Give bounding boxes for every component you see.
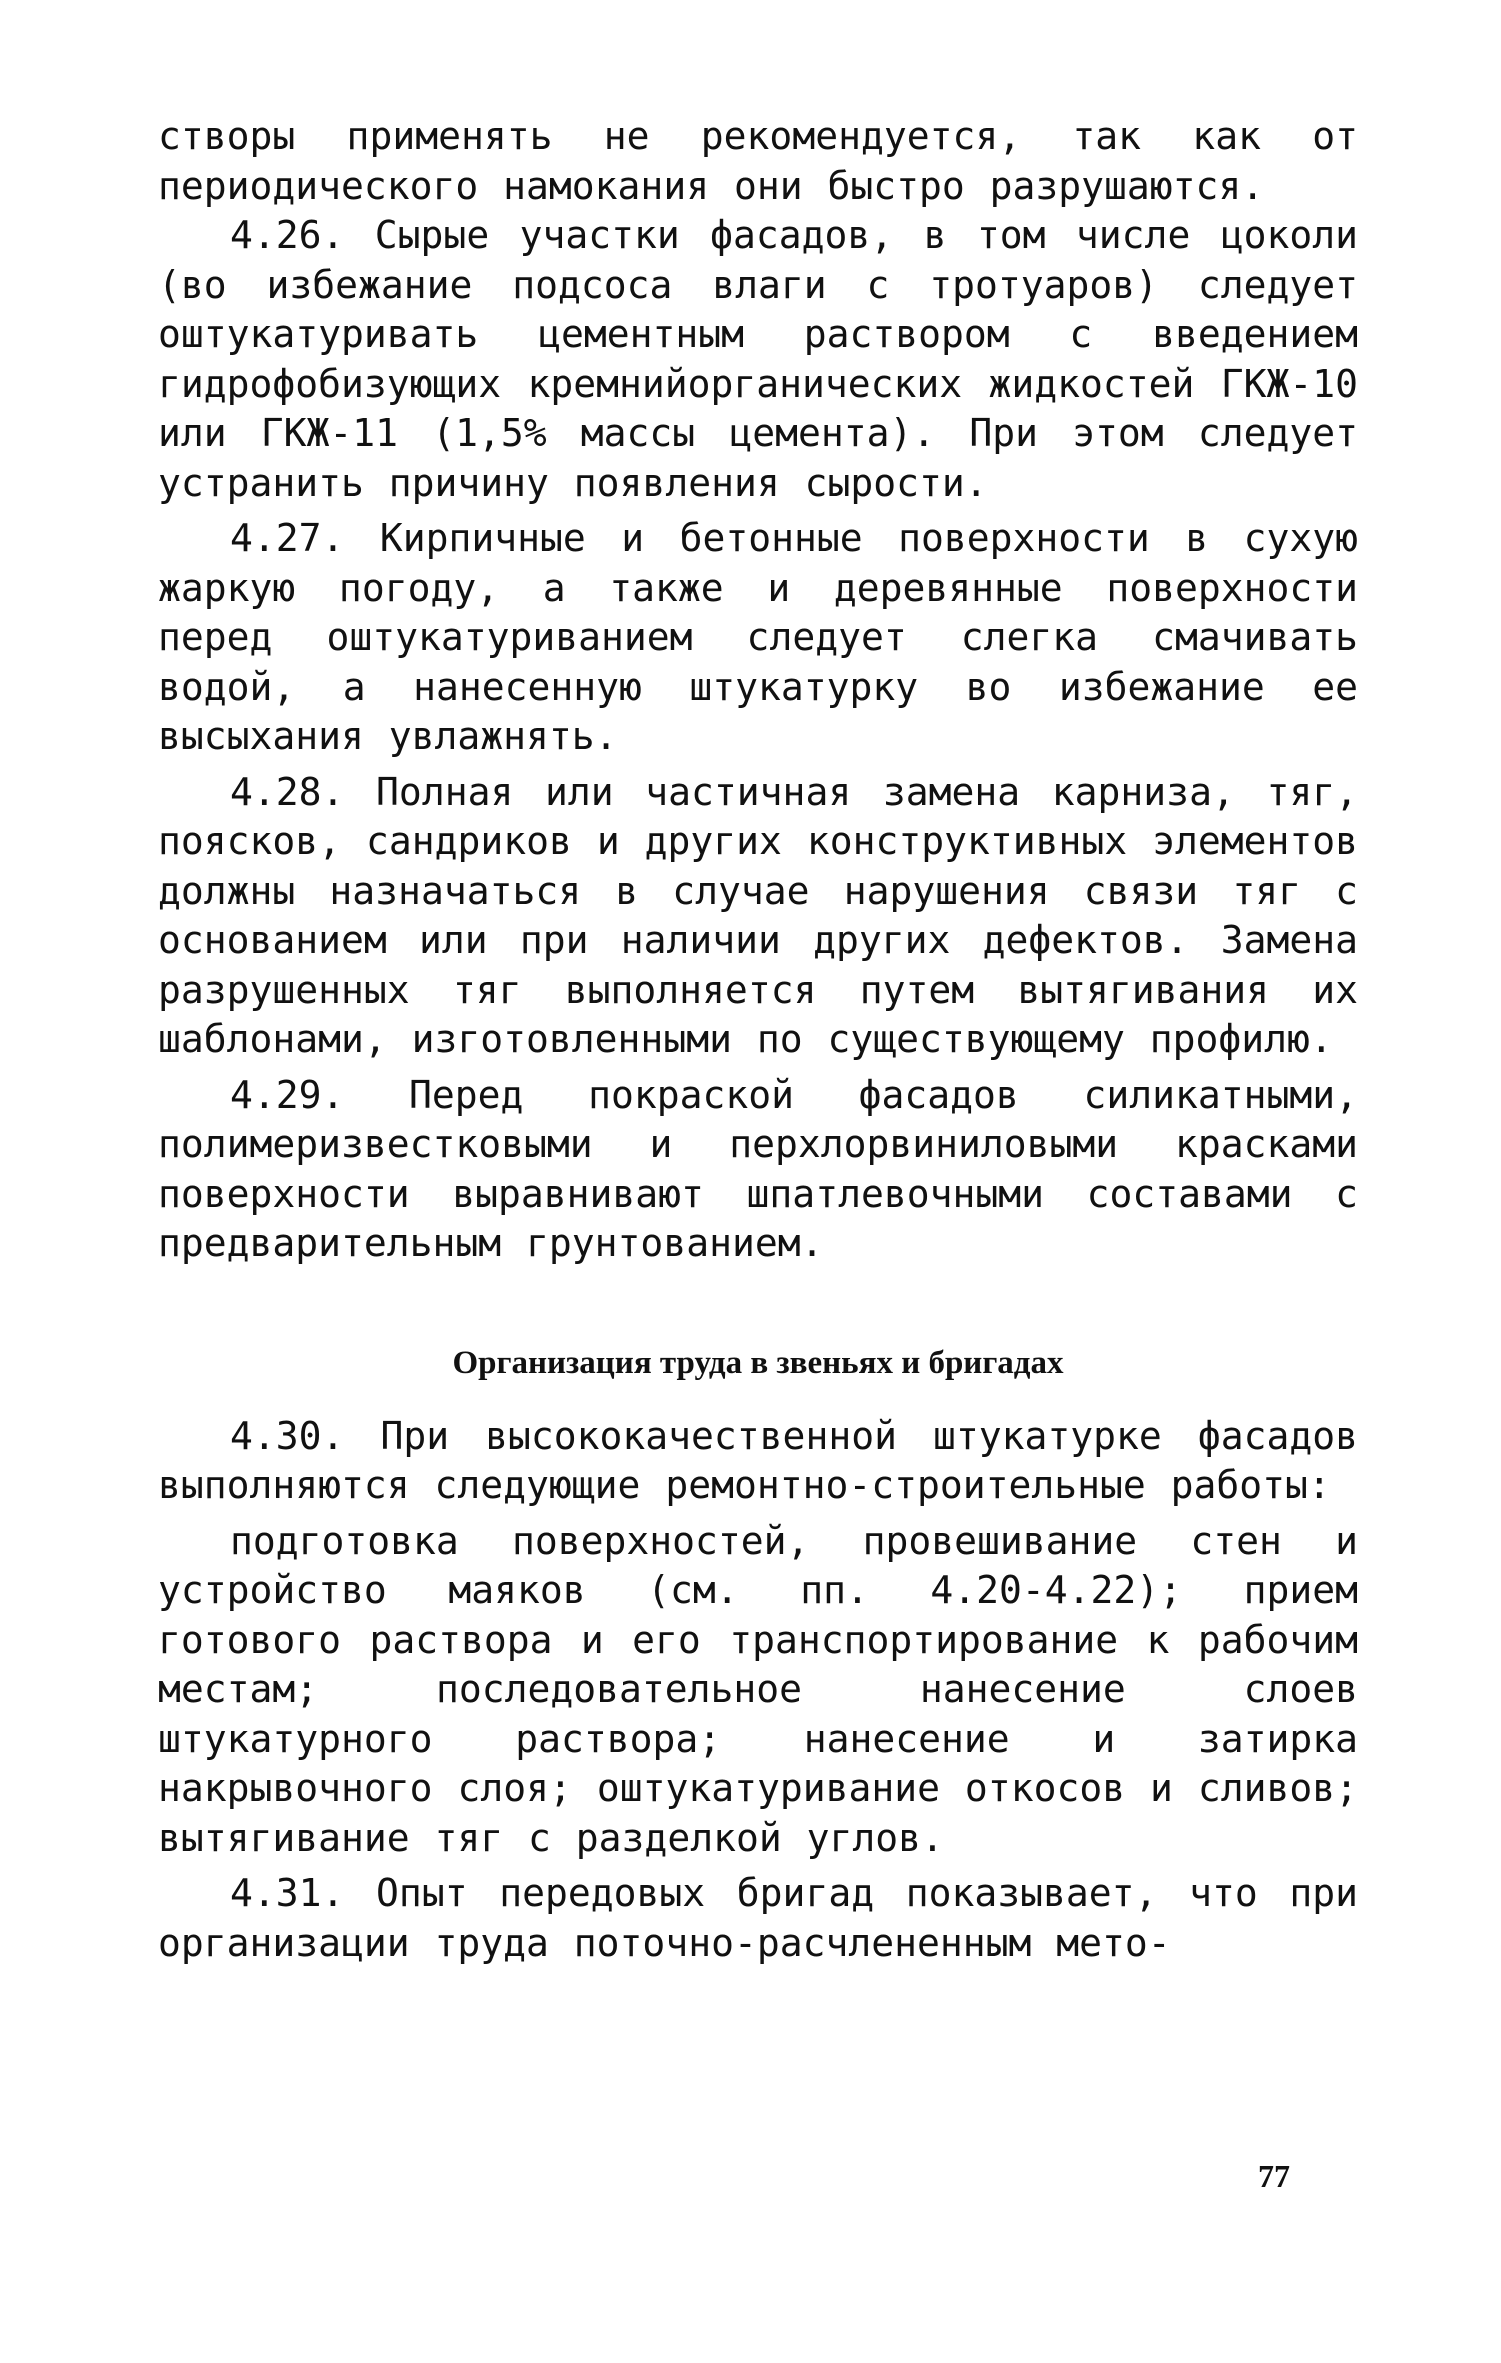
- section-heading: Организация труда в звеньях и бригадах: [452, 1344, 1064, 1381]
- paragraph-4-27: 4.27. Кирпичные и бетонные поверхности в сухую жаркую погоду, а также и деревянные поверхности перед оштукатуриванием следует слегка смачивать водой, а нанесенную штукатурку во избежание ее высыхания увлажнять.: [158, 516, 1358, 758]
- page-number: 77: [1258, 2158, 1290, 2194]
- paragraph-4-30-list: подготовка поверхностей, провешивание стен и устройство маяков (см. пп. 4.20-4.22); прием готового раствора и его транспортирование к рабочим местам; последовательное нанесение слоев штукатурного раствора; нанесение и затирка накрывочного слоя; оштукатуривание откосов и сливов; вытягивание тяг с разделкой углов.: [158, 1518, 1358, 1860]
- paragraph-4-31: 4.31. Опыт передовых бригад показывает, что при организации труда поточно-расчлененным мето-: [158, 1871, 1358, 1965]
- paragraph-4-29: 4.29. Перед покраской фасадов силикатными, полимеризвестковыми и перхлорвиниловыми красками поверхности выравнивают шпатлевочными составами с предварительным грунтованием.: [158, 1072, 1358, 1265]
- paragraph-4-30: 4.30. При высококачественной штукатурке фасадов выполняются следующие ремонтно-строительные работы:: [158, 1413, 1358, 1507]
- paragraph-4-26: 4.26. Сырые участки фасадов, в том числе цоколи (во избежание подсоса влаги с тротуаров) следует оштукатуривать цементным раствором с введением гидрофобизующих кремнийорганических жидкостей ГКЖ-10 или ГКЖ-11 (1,5% массы цемента). При этом следует устранить причину появления сырости.: [158, 213, 1358, 505]
- document-page: [158, 112, 1358, 1968]
- paragraph-continuation: створы применять не рекомендуется, так как от периодического намокания они быстро разрушаются.: [158, 114, 1358, 208]
- paragraph-4-28: 4.28. Полная или частичная замена карниза, тяг, поясков, сандриков и других конструктивных элементов должны назначаться в случае нарушения связи тяг с основанием или при наличии других дефектов. Замена разрушенных тяг выполняется путем вытягивания их шаблонами, изготовленными по существующему профилю.: [158, 769, 1358, 1061]
